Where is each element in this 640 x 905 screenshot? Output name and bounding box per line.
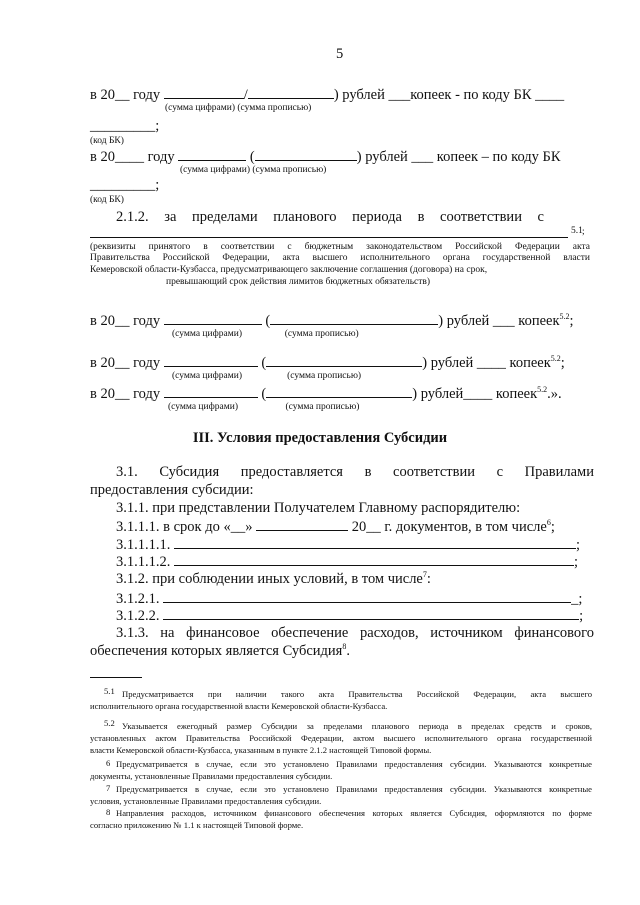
footnote-8-line-2: согласно приложению № 1.1 к настоящей Типовой форме. — [90, 820, 304, 830]
footnote-5-1-line-2: исполнительного органа государственной власти Кемеровской области-Кузбасса. — [90, 701, 388, 711]
year-amount-1-end: ) рублей ___ копеек — [438, 313, 560, 329]
clause-3-1-line-2: предоставления субсидии: — [90, 482, 254, 498]
year-line-1-start: в 20__ году — [90, 87, 161, 103]
footnote-5-2-line-1: Указывается ежегодный размер Субсидии за пределами планового периода в пределах средств и сроков, — [122, 721, 592, 731]
clause-3-1-1-1-1-label: 3.1.1.1.1. — [116, 537, 171, 553]
year-line-2-end: ) рублей ___ копеек – по коду БК — [356, 149, 561, 165]
year-amount-3-end: ) рублей____ копеек — [412, 386, 538, 402]
year-line-2-start: в 20____ году — [90, 149, 175, 165]
clause-3-1-1-1 — [116, 518, 594, 536]
slash: / — [243, 87, 248, 103]
open-paren: ( — [261, 386, 267, 402]
line-end: ; — [579, 608, 584, 624]
sum-caption-4: (сумма цифрами) (сумма прописью) — [172, 371, 362, 381]
requisites-note-2: Правительства Российской Федерации, акта высшего исполнительного органа государственной власти — [90, 253, 590, 263]
line-end: _; — [571, 591, 583, 607]
line-end: : — [426, 571, 431, 587]
clause-3-1-2-text: 3.1.2. при соблюдении иных условий, в том числе — [116, 571, 423, 587]
clause-2-1-2: 2.1.2. за пределами планового периода в соответствии с — [116, 209, 544, 225]
sum-caption-2: (сумма цифрами) (сумма прописью) — [180, 165, 327, 175]
line-end: .». — [547, 386, 562, 402]
footnote-mark-7: 7 — [106, 783, 111, 793]
year-line-2 — [90, 148, 561, 166]
footnote-5-2-line-3: власти Кемеровской области-Кузбасса, указанным в пункте 2.1.2 настоящей Типовой формы. — [90, 745, 432, 755]
clause-3-1-2-1 — [116, 590, 582, 608]
clause-3-1-3-line-1: 3.1.3. на финансовое обеспечение расходов, источником финансового — [116, 625, 594, 641]
line-end: ; — [574, 554, 579, 570]
semicolon: ; — [582, 227, 585, 237]
footnote-mark-8: 8 — [106, 807, 111, 817]
footnote-7-line-1: Предусматривается в случае, если это установлено Правилами предоставления субсидии. Указываются конкретные — [116, 784, 592, 794]
clause-3-1-2-1-label: 3.1.2.1. — [116, 591, 160, 607]
clause-3-1-2-2 — [116, 607, 583, 625]
open-paren: ( — [261, 355, 267, 371]
line-end: ; — [550, 519, 555, 535]
line-end: . — [346, 643, 350, 659]
footnote-mark-5-2: 5.2 — [104, 718, 115, 728]
year-amount-2-end: ) рублей ____ копеек — [422, 355, 551, 371]
open-paren: ( — [249, 149, 255, 165]
line-end: ; — [569, 313, 574, 329]
open-paren: ( — [265, 313, 271, 329]
year-amount-3-start: в 20__ году — [90, 386, 161, 402]
footnote-5-2-line-2: установленных актом Правительства Российской Федерации, актом высшего исполнительного органа государственной — [90, 733, 592, 743]
footnote-ref-6: 6 — [546, 518, 551, 527]
footnote-ref-7: 7 — [422, 570, 427, 579]
footnote-ref-5-2: 5.2 — [559, 312, 570, 321]
footnote-ref-8: 8 — [342, 642, 347, 651]
requisites-note-4: превышающий срок действия лимитов бюджетных обязательств) — [166, 277, 431, 287]
clause-3-1-3-line-2 — [90, 643, 350, 660]
footnote-8-line-1: Направления расходов, источником финансового обеспечения которых является Субсидия, оформляются по форме — [116, 808, 592, 818]
year-amount-2-start: в 20__ году — [90, 355, 161, 371]
bk-code-blank-2: _________; — [90, 177, 160, 193]
footnote-6-line-1: Предусматривается в случае, если это установлено Правилами предоставления субсидии. Указываются конкретные — [116, 759, 592, 769]
sum-caption-1: (сумма цифрами) (сумма прописью) — [165, 103, 312, 113]
clause-3-1-1-1-2-label: 3.1.1.1.2. — [116, 554, 171, 570]
bk-code-label-2: (код БК) — [90, 195, 124, 205]
bk-code-blank-1: _________; — [90, 118, 160, 134]
bk-code-label-1: (код БК) — [90, 136, 124, 146]
year-amount-line-3 — [90, 385, 562, 403]
footnote-5-1-line-1: Предусматривается при наличии такого акта Правительства Российской Федерации, акта высшего — [122, 689, 592, 699]
section-title: III. Условия предоставления Субсидии — [192, 430, 448, 446]
clause-3-1-1-1-start: 3.1.1.1. в срок до «__» — [116, 519, 253, 535]
sum-caption-5: (сумма цифрами) (сумма прописью) — [168, 402, 360, 412]
clause-3-1-2 — [116, 571, 431, 588]
year-amount-line-1 — [90, 312, 574, 330]
clause-3-1-1-1-1 — [116, 536, 580, 554]
year-amount-line-2 — [90, 354, 565, 372]
page-number: 5 — [336, 46, 344, 62]
requisites-note-1: (реквизиты принятого в соответствии с бюджетным законодательством Российской Федерации акта — [90, 242, 590, 252]
clause-3-1-3-text: обеспечения которых является Субсидия — [90, 643, 343, 659]
line-end: ; — [560, 355, 565, 371]
footnote-ref-5-2: 5.2 — [537, 385, 548, 394]
clause-3-1-1-1-end: 20__ г. документов, в том числе — [351, 519, 547, 535]
requisites-blank-line — [90, 237, 568, 238]
year-line-1 — [90, 86, 564, 104]
clause-3-1-1-1-2 — [116, 553, 578, 571]
footnote-7-line-2: условия, установленные Правилами предоставления субсидии. — [90, 796, 322, 806]
clause-3-1-line-1: 3.1. Субсидия предоставляется в соответствии с Правилами — [116, 464, 594, 480]
footnote-ref-5-1: 5.1 — [571, 226, 583, 236]
requisites-note-3: Кемеровской области-Кузбасса, предусматривающего заключение соглашения (договора) на срок, — [90, 265, 488, 275]
clause-3-1-1: 3.1.1. при представлении Получателем Главному распорядителю: — [116, 500, 521, 516]
footnote-6-line-2: документы, установленные Правилами предоставления субсидии. — [90, 771, 333, 781]
footnote-mark-5-1: 5.1 — [104, 686, 115, 696]
year-line-1-end: ) рублей ___копеек - по коду БК ____ — [333, 87, 565, 103]
clause-3-1-2-2-label: 3.1.2.2. — [116, 608, 160, 624]
year-amount-1-start: в 20__ году — [90, 313, 161, 329]
footnote-mark-6: 6 — [106, 758, 111, 768]
footnote-separator — [90, 677, 142, 678]
footnote-ref-5-2: 5.2 — [550, 354, 561, 363]
sum-caption-3: (сумма цифрами) (сумма прописью) — [172, 329, 359, 339]
line-end: ; — [576, 537, 581, 553]
